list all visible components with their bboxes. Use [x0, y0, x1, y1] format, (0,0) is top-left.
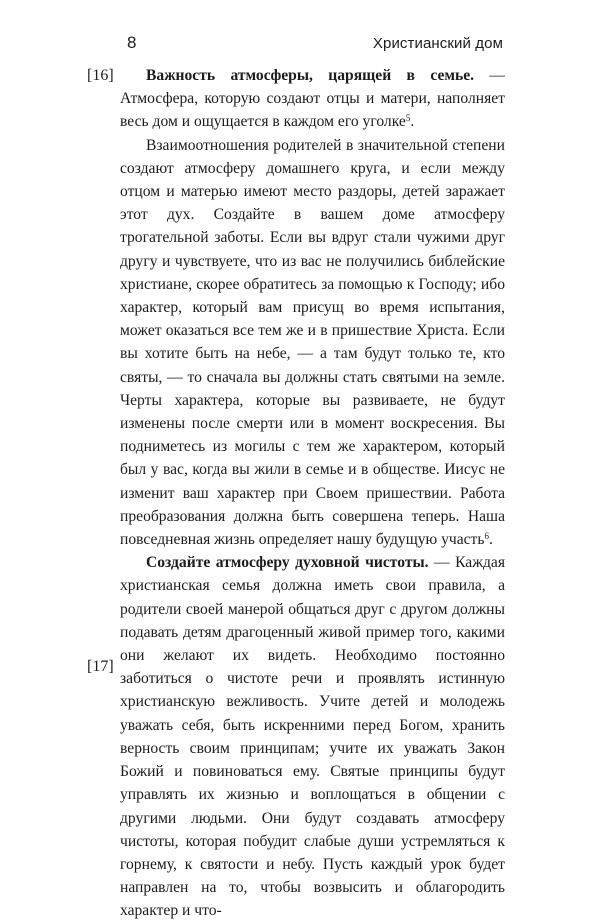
margin-marker-17: [17]	[87, 658, 114, 675]
paragraph-text: Взаимоотношения родителей в значительной степени создают атмосферу домашнего круга, и если между отцом и матерью имеют место раздоры, детей заражает этот дух. Создайте в вашем доме атмосферу трогательной заботы. Если вы вдруг стали чужими друг другу и чувствуете, что из вас не получились библейские христиане, скорее обратитесь за помощью к Господу; ибо характер, который вам присущ во время испытания, может оказаться все тем же и в пришествие Христа. Если вы хотите быть на небе, — а там будут только те, кто святы, — то сначала вы должны стать святыми на земле. Черты характера, которые вы развиваете, не будут изменены после смерти или в момент воскресения. Вы подниметесь из могилы с тем же характером, который был у вас, когда вы жили в семье и в обществе. Иисус не изменит ваш характер при Своем пришествии. Работа преобразования должна быть совершена теперь. Наша повседневная жизнь определяет нашу будущую участь	[120, 136, 505, 549]
paragraph-text: — Атмосфера, которую создают отцы и матери, наполняет весь дом и ощущается в каждом его уголке	[120, 67, 506, 131]
paragraph-atmosphere	[120, 64, 505, 134]
paragraph-text: — Каждая христианская семья должна иметь свои правила, а родители своей манерой общаться друг с другом должны подавать детям драгоценный живой пример того, какими они желают их видеть. Необходимо постоянно заботиться о чистоте речи и проявлять истинную христианскую вежливость. Учите детей и молодежь уважать себя, быть искренними перед Богом, хранить верность своим принципам; учите их уважать Закон Божий и повиноваться ему. Святые принципы будут управлять их жизнью и воплощаться в общении с другими людьми. Они будут создавать атмосферу чистоты, которая побудит слабые души устремляться к горнему, к святости и небу. Пусть каждый урок будет направлен на то, чтобы возвысить и облагородить характер и что-	[120, 554, 505, 920]
paragraph-relations	[120, 134, 505, 552]
paragraph-end: .	[410, 113, 415, 131]
page-number: 8	[127, 33, 137, 52]
margin-marker-16: [16]	[87, 67, 114, 84]
running-title: Христианский дом	[372, 35, 503, 52]
footnote-ref: 6	[484, 531, 489, 542]
section-heading-purity: Создайте атмосферу духовной чистоты.	[146, 554, 429, 572]
body-text	[120, 64, 505, 923]
paragraph-purity	[120, 551, 505, 922]
footnote-ref: 5	[405, 113, 411, 124]
paragraph-end: .	[489, 531, 493, 549]
section-heading-atmosphere: Важность атмосферы, царящей в семье.	[146, 67, 475, 84]
